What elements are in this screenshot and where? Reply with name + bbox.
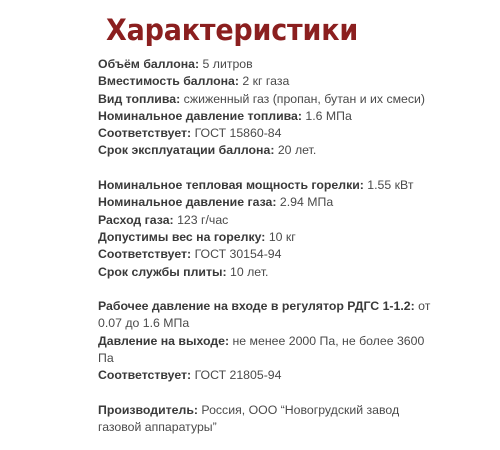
spec-value: 2 кг газа [242, 74, 290, 89]
spec-value: ГОСТ 30154-94 [194, 247, 282, 262]
spec-value: 5 литров [202, 57, 253, 71]
spec-row [98, 246, 438, 263]
page-title: Характеристики [106, 13, 359, 47]
spec-label: Допустимы вес на горелку: [98, 229, 266, 244]
spec-label: Производитель: [98, 402, 198, 417]
spec-value: 20 лет. [277, 143, 317, 158]
spec-label: Расход газа: [98, 212, 174, 227]
spec-label: Вместимость баллона: [98, 74, 239, 89]
spec-group-burner [98, 177, 438, 281]
spec-row [98, 229, 438, 246]
spec-label: Давление на выходе: [98, 333, 230, 348]
spec-value: Россия, ООО “Новогрудский завод газовой аппаратуры” [98, 402, 400, 435]
spec-label: Вид топлива: [98, 91, 181, 106]
spec-label: Соответствует: [98, 368, 192, 383]
spec-row [98, 56, 438, 73]
spec-label: Рабочее давление на входе в регулятор РДГС 1-1.2: [98, 299, 415, 314]
spec-value: 123 г/час [177, 212, 229, 227]
spec-label: Соответствует: [98, 126, 192, 141]
spec-value: 1.55 кВт [367, 178, 414, 193]
spec-value: сжиженный газ (пропан, бутан и их смеси) [183, 91, 426, 106]
spec-row [98, 91, 438, 108]
spec-row [98, 333, 438, 368]
spec-row [98, 194, 438, 211]
spec-row [98, 108, 438, 125]
spec-row [98, 177, 438, 194]
spec-value: 1.6 МПа [305, 108, 352, 123]
spec-label: Номинальное давление газа: [98, 195, 277, 210]
spec-row [98, 298, 438, 333]
spec-group-regulator [98, 298, 438, 384]
spec-row [98, 212, 438, 229]
spec-label: Номинальное тепловая мощность горелки: [98, 178, 364, 193]
spec-row [98, 264, 438, 281]
spec-value: ГОСТ 15860-84 [194, 126, 282, 141]
spec-row [98, 402, 438, 437]
spec-value: 10 лет. [230, 264, 269, 279]
spec-row [98, 367, 438, 384]
spec-row [98, 73, 438, 90]
spec-group-cylinder [98, 56, 438, 160]
spec-label: Объём баллона: [98, 57, 200, 71]
spec-value: 10 кг [268, 229, 296, 244]
spec-label: Срок службы плиты: [98, 264, 227, 279]
spec-value: от 0.07 до 1.6 МПа [98, 299, 431, 331]
spec-group-manufacturer [98, 402, 438, 437]
spec-value: ГОСТ 21805-94 [194, 368, 282, 383]
spec-label: Срок эксплуатации баллона: [98, 143, 275, 158]
spec-row [98, 125, 438, 142]
spec-label: Соответствует: [98, 247, 192, 262]
spec-value: 2.94 МПа [279, 195, 334, 210]
spec-value: не менее 2000 Па, не более 3600 Па [98, 333, 425, 366]
spec-label: Номинальное давление топлива: [98, 108, 302, 123]
specifications-list [98, 56, 438, 437]
spec-row [98, 142, 438, 159]
